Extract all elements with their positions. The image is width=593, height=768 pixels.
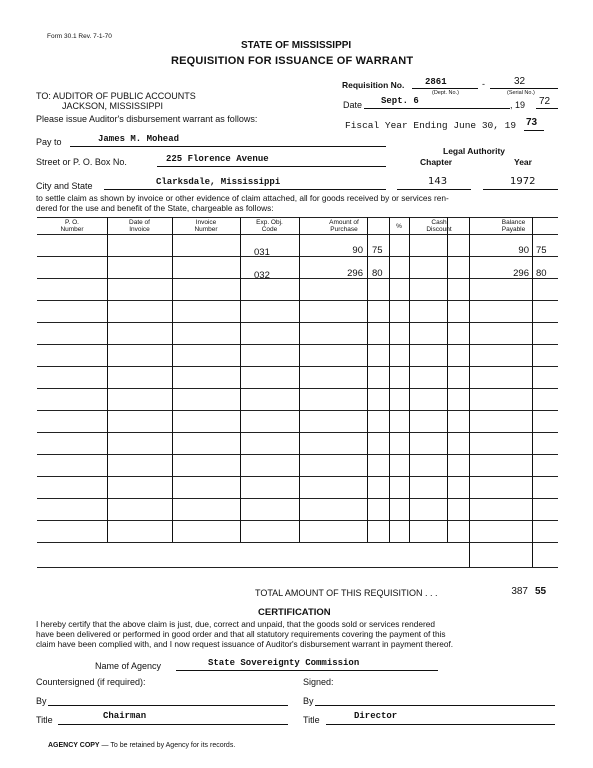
row1-balance-cents[interactable]: 75 [536, 245, 547, 256]
by-label-right: By [303, 696, 314, 706]
chapter-line [397, 189, 471, 190]
street-value[interactable]: 225 Florence Avenue [166, 154, 269, 164]
table-row-line [37, 432, 558, 433]
row2-balance-dollars[interactable]: 296 [513, 268, 529, 279]
title-label-right: Title [303, 715, 320, 725]
table-row-line [37, 476, 558, 477]
header-exp-obj-code: Exp. Obj. Code [256, 219, 283, 233]
title-line-right [326, 724, 555, 725]
agency-line [176, 670, 438, 671]
city-label: City and State [36, 181, 93, 191]
chapter-value[interactable]: 143 [428, 176, 448, 187]
city-line [104, 189, 386, 190]
total-dollars[interactable]: 387 [511, 586, 528, 597]
header-invoice-number: Invoice Number [194, 219, 218, 233]
footer-note-text: — To be retained by Agency for its records. [99, 742, 236, 749]
table-row-line [37, 454, 558, 455]
pay-to-line [70, 146, 386, 147]
table-row-line [37, 366, 558, 367]
date-year-line [536, 108, 558, 109]
by-line-right[interactable] [315, 705, 555, 706]
fiscal-year-label: Fiscal Year Ending June 30, 19 [345, 120, 517, 131]
chapter-label: Chapter [420, 157, 453, 167]
serial-no-value[interactable]: 32 [514, 76, 526, 87]
form-number: Form 30.1 Rev. 7-1-70 [47, 33, 112, 40]
by-label-left: By [36, 696, 47, 706]
agency-label: Name of Agency [95, 661, 162, 671]
table-row-line [37, 344, 558, 345]
street-label: Street or P. O. Box No. [36, 157, 127, 167]
table-row-line [37, 542, 558, 543]
table-row-line [37, 322, 558, 323]
dept-no-value[interactable]: 2861 [425, 77, 447, 87]
footer-note [48, 742, 235, 749]
serial-no-caption: (Serial No.) [507, 90, 535, 96]
instruction-text: Please issue Auditor's disbursement warrant as follows: [36, 114, 258, 124]
form-title: REQUISITION FOR ISSUANCE OF WARRANT [171, 55, 414, 67]
agency-value[interactable]: State Sovereignty Commission [208, 658, 360, 668]
fiscal-year-value[interactable]: 73 [526, 117, 538, 128]
dept-no-caption: (Dept. No.) [432, 90, 459, 96]
signed-label: Signed: [303, 677, 334, 687]
settle-text-line1: to settle claim as shown by invoice or other evidence of claim attached, all for goods received by or services ren- [36, 193, 449, 203]
header-date-of-invoice: Date of Invoice [129, 219, 150, 233]
certification-line2: have been delivered or performed in good order and that all statutory requirements covering the payment of this [36, 629, 446, 639]
year-value[interactable]: 1972 [510, 176, 536, 187]
row1-amount-dollars[interactable]: 90 [352, 245, 363, 256]
by-line-left[interactable] [48, 705, 288, 706]
row2-amount-cents[interactable]: 80 [372, 268, 383, 279]
table-row-line [37, 256, 558, 257]
city-value[interactable]: Clarksdale, Mississippi [156, 177, 281, 187]
title-line-left [58, 724, 288, 725]
row2-exp-code[interactable]: 032 [254, 270, 270, 281]
claims-table [37, 217, 558, 567]
fiscal-year-line [524, 130, 544, 131]
dept-no-line [412, 88, 478, 89]
pay-to-value[interactable]: James M. Mohead [98, 134, 180, 144]
to-line2: JACKSON, MISSISSIPPI [62, 101, 164, 111]
row1-exp-code[interactable]: 031 [254, 247, 270, 258]
title-value-left[interactable]: Chairman [103, 711, 147, 721]
table-row-line [37, 300, 558, 301]
row1-balance-dollars[interactable]: 90 [518, 245, 529, 256]
table-row-line [37, 410, 558, 411]
header-percent: % [396, 223, 402, 230]
street-line [157, 166, 386, 167]
date-label: Date [343, 100, 363, 110]
header-cash-discount: Cash Discount [426, 219, 452, 233]
table-row-line [37, 498, 558, 499]
legal-authority-label: Legal Authority [443, 146, 506, 156]
table-row-line [37, 520, 558, 521]
date-year[interactable]: 72 [539, 96, 551, 107]
title-value-right[interactable]: Director [354, 711, 398, 721]
row2-balance-cents[interactable]: 80 [536, 268, 547, 279]
footer-agency-copy: AGENCY COPY [48, 742, 100, 749]
serial-no-line [490, 88, 558, 89]
settle-text-line2: dered for the use and benefit of the State, chargeable as follows: [36, 203, 274, 213]
year-label: Year [514, 157, 532, 167]
certification-line3: claim have been complied with, and I now request issuance of Auditor's disbursement warrant in payment thereof. [36, 639, 454, 649]
total-label: TOTAL AMOUNT OF THIS REQUISITION . . . [255, 588, 438, 598]
total-cents[interactable]: 55 [535, 586, 547, 597]
row1-amount-cents[interactable]: 75 [372, 245, 383, 256]
requisition-dash: - [482, 79, 485, 89]
title-label-left: Title [36, 715, 53, 725]
countersigned-label: Countersigned (if required): [36, 677, 146, 687]
date-value[interactable]: Sept. 6 [381, 96, 419, 106]
date-year-prefix: , 19 [510, 100, 526, 110]
year-line [483, 189, 558, 190]
row2-amount-dollars[interactable]: 296 [347, 268, 363, 279]
to-line1: TO: AUDITOR OF PUBLIC ACCOUNTS [36, 91, 196, 101]
header-amount-of-purchase: Amount of Purchase [329, 219, 359, 233]
header-balance-payable: Balance Payable [501, 219, 526, 233]
certification-line1: I hereby certify that the above claim is just, due, correct and unpaid, that the goods sold or services rendered [36, 619, 435, 629]
pay-to-label: Pay to [36, 137, 62, 147]
requisition-label: Requisition No. [342, 80, 405, 90]
table-row-line [37, 388, 558, 389]
date-line [364, 108, 510, 109]
certification-title: CERTIFICATION [258, 607, 331, 618]
header-po-number: P. O. Number [60, 219, 84, 233]
state-heading: STATE OF MISSISSIPPI [241, 40, 352, 51]
